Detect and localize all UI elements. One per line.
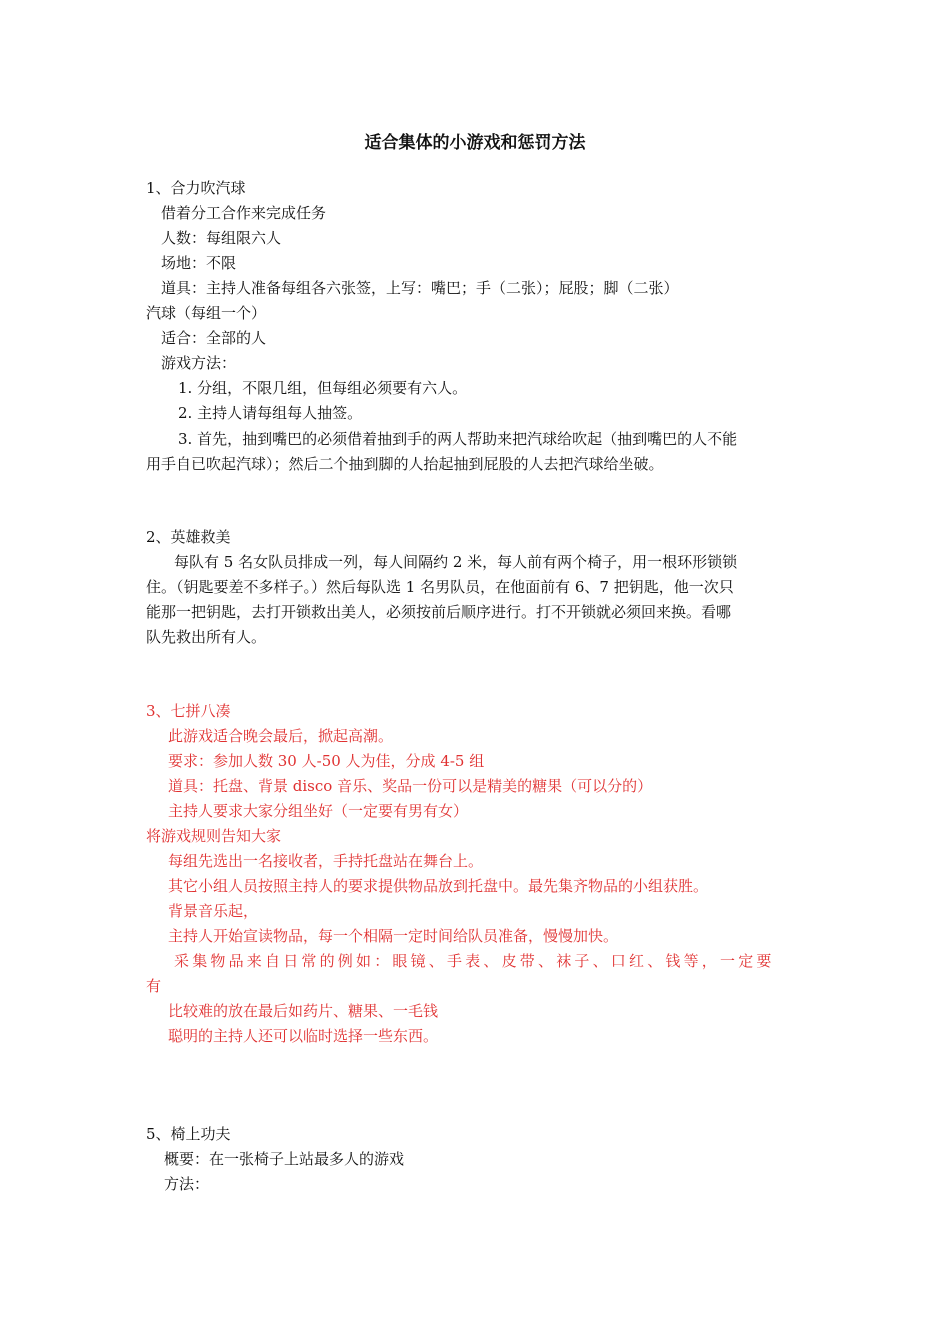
section-1-props: 道具：主持人准备每组各六张签，上写：嘴巴；手（二张）；屁股；脚（二张） <box>161 279 679 297</box>
section-1-method: 游戏方法： <box>161 354 237 372</box>
section-1-place: 场地：不限 <box>161 254 237 272</box>
section-1-step-1: 1. 分组，不限几组，但每组必须要有六人。 <box>178 379 468 397</box>
section-3-line-7: 其它小组人员按照主持人的要求提供物品放到托盘中。最先集齐物品的小组获胜。 <box>168 877 709 895</box>
section-3-line-3: 道具：托盘、背景 disco 音乐、奖品一份可以是精美的糖果（可以分的） <box>168 777 653 795</box>
section-3-line-10: 采集物品来自日常的例如：眼镜、手表、皮带、袜子、口红、钱等，一定要 <box>174 952 775 970</box>
section-3-line-2: 要求：参加人数 30 人-50 人为佳，分成 4-5 组 <box>168 752 485 770</box>
section-5-summary: 概要：在一张椅子上站最多人的游戏 <box>164 1150 405 1168</box>
document-title: 适合集体的小游戏和惩罚方法 <box>364 133 586 153</box>
section-2-heading: 2、英雄救美 <box>146 528 231 546</box>
section-2-line-1: 每队有 5 名女队员排成一列，每人间隔约 2 米，每人前有两个椅子，用一根环形锁锁 <box>174 553 738 571</box>
section-2-line-2: 住。（钥匙要差不多样子。）然后每队选 1 名男队员，在他面前有 6、7 把钥匙，他一次只 <box>146 578 734 596</box>
section-3-line-4: 主持人要求大家分组坐好（一定要有男有女） <box>168 802 469 820</box>
section-3-line-12: 比较难的放在最后如药片、糖果、一毛钱 <box>168 1002 439 1020</box>
section-3-line-5: 将游戏规则告知大家 <box>146 827 282 845</box>
section-3-line-8: 背景音乐起， <box>168 902 259 920</box>
section-1-step-2: 2. 主持人请每组每人抽签。 <box>178 404 363 422</box>
section-1-suitable: 适合：全部的人 <box>161 329 267 347</box>
section-1-people: 人数：每组限六人 <box>161 229 282 247</box>
section-1-props-cont: 汽球（每组一个） <box>146 304 267 322</box>
section-3-line-6: 每组先选出一名接收者，手持托盘站在舞台上。 <box>168 852 484 870</box>
section-1-step-3b: 用手自已吹起汽球）；然后二个抽到脚的人抬起抽到屁股的人去把汽球给坐破。 <box>146 455 664 473</box>
section-3-line-13: 聪明的主持人还可以临时选择一些东西。 <box>168 1027 439 1045</box>
section-1-step-3a: 3. 首先，抽到嘴巴的必须借着抽到手的两人帮助来把汽球给吹起（抽到嘴巴的人不能 <box>178 430 738 448</box>
section-2-line-4: 队先救出所有人。 <box>146 628 267 646</box>
section-3-line-11: 有 <box>146 977 162 995</box>
section-2-line-3: 能那一把钥匙，去打开锁救出美人，必须按前后顺序进行。打不开锁就必须回来换。看哪 <box>146 603 732 621</box>
section-5-heading: 5、椅上功夫 <box>146 1125 231 1143</box>
section-3-line-9: 主持人开始宣读物品，每一个相隔一定时间给队员准备，慢慢加快。 <box>168 927 619 945</box>
section-1-heading: 1、合力吹汽球 <box>146 179 246 197</box>
section-5-method: 方法： <box>164 1175 210 1193</box>
section-3-line-1: 此游戏适合晚会最后，掀起高潮。 <box>168 727 394 745</box>
section-3-heading: 3、七拼八凑 <box>146 702 231 720</box>
section-1-intro: 借着分工合作来完成任务 <box>161 204 327 222</box>
